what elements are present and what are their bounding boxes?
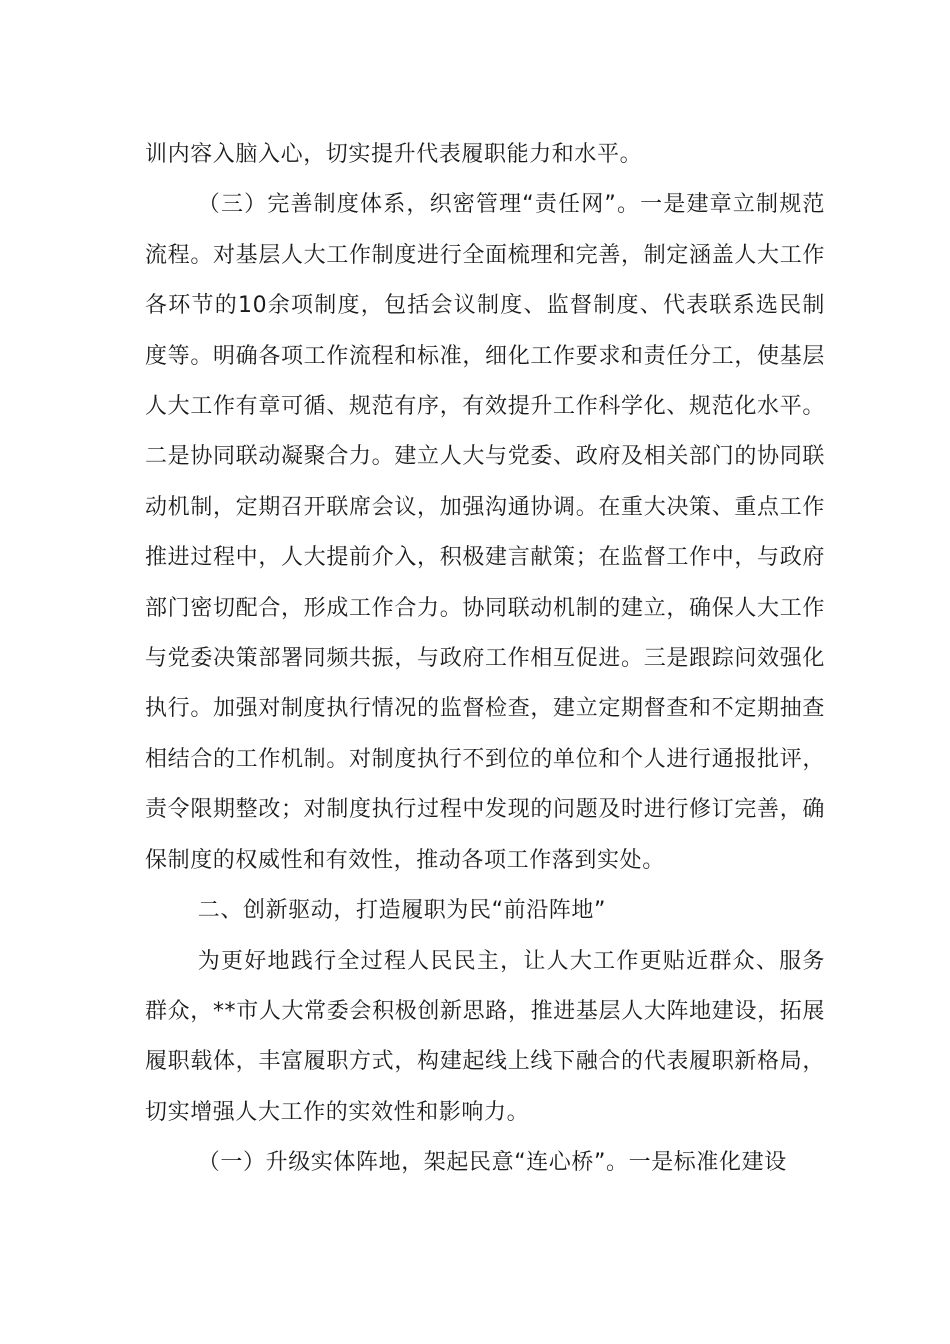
paragraph-continuation: 训内容入脑入心，切实提升代表履职能力和水平。 (145, 142, 643, 167)
paragraph-intro-2: 为更好地践行全过程人民民主，让人大工作更贴近群众、服务群众，**市人大常委会积极创新思路，推进基层人大阵地建设，拓展履职载体，丰富履职方式，构建起线上线下融合的代表履职新格局，切实增强人大工作的实效性和影响力。 (145, 948, 825, 1125)
paragraph-section-3: （三）完善制度体系，织密管理“责任网”。一是建章立制规范流程。对基层人大工作制度进行全面梳理和完善，制定涵盖人大工作各环节的10余项制度，包括会议制度、监督制度、代表联系选民制度等。明确各项工作流程和标准，细化工作要求和责任分工，使基层人大工作有章可循、规范有序，有效提升工作科学化、规范化水平。二是协同联动凝聚合力。建立人大与党委、政府及相关部门的协同联动机制，定期召开联席会议，加强沟通协调。在重大决策、重点工作推进过程中，人大提前介入，积极建言献策；在监督工作中，与政府部门密切配合，形成工作合力。协同联动机制的建立，确保人大工作与党委决策部署同频共振，与政府工作相互促进。三是跟踪问效强化执行。加强对制度执行情况的监督检查，建立定期督查和不定期抽查相结合的工作机制。对制度执行不到位的单位和个人进行通报批评，责令限期整改；对制度执行过程中发现的问题及时进行修订完善，确保制度的权威性和有效性，推动各项工作落到实处。 (145, 192, 825, 873)
section-heading-2: 二、创新驱动，打造履职为民“前沿阵地” (197, 898, 606, 924)
paragraph-section-1: （一）升级实体阵地，架起民意“连心桥”。一是标准化建设 (197, 1150, 787, 1176)
document-body (145, 130, 825, 1189)
